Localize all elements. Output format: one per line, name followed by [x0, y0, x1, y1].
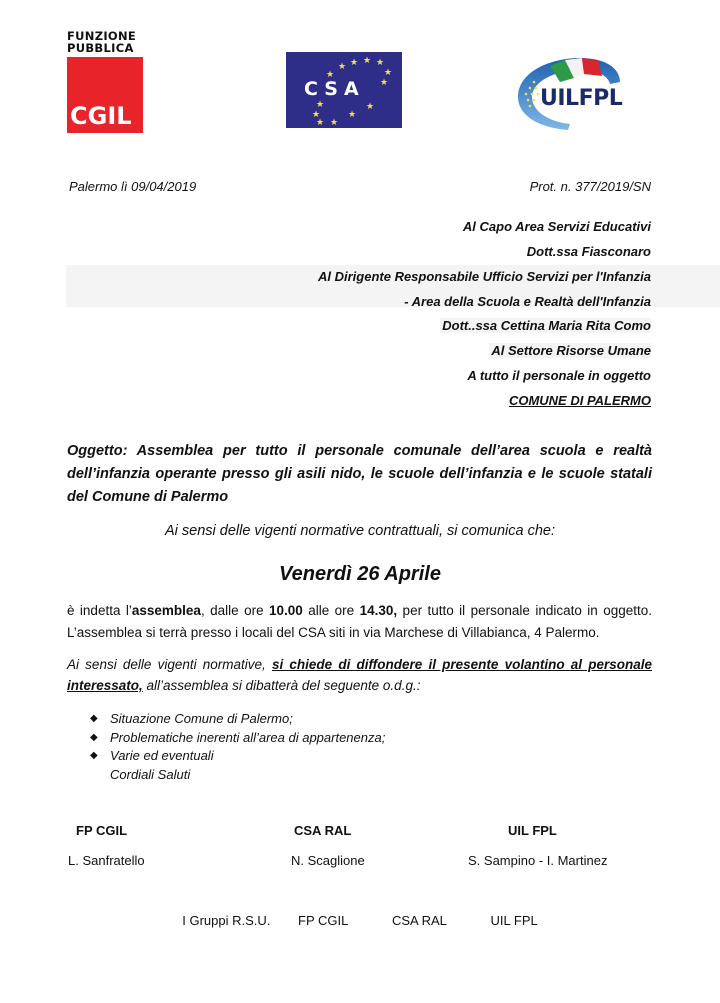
- star-icon: ★: [312, 109, 321, 119]
- closing-text: Cordiali Saluti: [110, 766, 191, 782]
- text-run: è indetta l’: [67, 603, 132, 618]
- footer-item: I Gruppi R.S.U.: [182, 913, 271, 928]
- agenda-item: [90, 747, 385, 766]
- star-icon: ★: [380, 77, 389, 87]
- recipient-line: Al Settore Risorse Umane: [491, 343, 651, 358]
- footer-item: CSA RAL: [391, 913, 447, 928]
- signature-org: FP CGIL: [76, 823, 128, 838]
- signature-names: S. Sampino - I. Martinez: [468, 853, 608, 868]
- text-run-bold: assemblea: [131, 603, 201, 618]
- start-time: 10.00: [269, 603, 303, 618]
- text-run: alle ore: [302, 603, 360, 618]
- cgil-logo-mark: CGIL: [70, 102, 132, 130]
- body-paragraph-1: [67, 600, 652, 644]
- star-icon: ★: [384, 67, 393, 77]
- star-icon: ★: [366, 101, 375, 111]
- protocol-number: Prot. n. 377/2019/SN: [529, 179, 651, 194]
- agenda-item-text: Problematiche inerenti all’area di appartenenza;: [110, 729, 386, 745]
- recipient-line: Dott..ssa Cettina Maria Rita Como: [442, 318, 651, 333]
- csa-logo-mark: CSA: [304, 78, 365, 100]
- star-icon: ★: [330, 117, 339, 127]
- recipient-line: Al Capo Area Servizi Educativi: [462, 219, 651, 234]
- signature-org: CSA RAL: [294, 823, 352, 838]
- signature-names: L. Sanfratello: [68, 853, 145, 868]
- subject-line: Oggetto: Assemblea per tutto il personale comunale dell’area scuola e realtà dell’infanzia operante presso gli asili nido, le scuole dell’infanzia e le scuole statali del Comune di Palermo: [67, 443, 652, 505]
- text-run-underlined: si chiede di diffondere il presente volantino al personale interessato,: [67, 657, 652, 693]
- star-icon: ★: [350, 57, 359, 67]
- cgil-logo-line1: FUNZIONE: [67, 29, 137, 43]
- end-time: 14.30,: [359, 603, 398, 618]
- notice-line: Ai sensi delle vigenti normative contrattuali, si comunica che:: [164, 523, 556, 539]
- cgil-logo-red-block: [67, 57, 143, 133]
- footer-rsu: [0, 913, 720, 928]
- text-run: all’assemblea si dibatterà del seguente o.d.g.:: [142, 678, 421, 693]
- star-icon: ★: [338, 61, 347, 71]
- letter-date: Palermo lì 09/04/2019: [69, 179, 197, 194]
- agenda-list: [90, 710, 385, 784]
- signature-names: N. Scaglione: [291, 853, 365, 868]
- star-icon: ★: [363, 55, 372, 65]
- text-run: Ai sensi delle vigenti normative,: [67, 657, 272, 672]
- star-icon: ★: [316, 117, 325, 127]
- star-icon: ★: [326, 69, 335, 79]
- footer-item: FP CGIL: [298, 913, 349, 928]
- recipient-line: Dott.ssa Fiasconaro: [526, 244, 651, 259]
- star-icon: ★: [348, 109, 357, 119]
- recipient-line-comune: COMUNE DI PALERMO: [508, 393, 651, 408]
- closing: [90, 766, 385, 785]
- diamond-bullet-icon: ◆: [90, 713, 98, 724]
- text-run: per tutto il personale indicato in oggetto. L’assemblea si terrà presso i locali del CSA siti in via Marchese di Villabianca, 4 Palermo.: [67, 603, 652, 640]
- recipient-line: - Area della Scuola e Realtà dell'Infanzia: [404, 294, 651, 309]
- cgil-logo-line2: PUBBLICA: [67, 41, 134, 55]
- agenda-item: [90, 729, 385, 748]
- diamond-bullet-icon: ◆: [90, 750, 98, 761]
- uilfpl-logo-mark: UILFPL: [540, 86, 623, 111]
- signature-org: UIL FPL: [508, 823, 557, 838]
- agenda-item-text: Varie ed eventuali: [110, 748, 214, 763]
- star-icon: ★: [376, 57, 385, 67]
- uilfpl-logo: [510, 52, 640, 132]
- csa-logo: [286, 52, 402, 128]
- diamond-bullet-icon: ◆: [90, 731, 98, 743]
- text-run: , dalle ore: [200, 603, 269, 618]
- body-paragraph-2: [67, 654, 652, 696]
- agenda-item-text: Situazione Comune di Palermo;: [110, 711, 293, 726]
- event-date: Venerdì 26 Aprile: [279, 563, 441, 585]
- agenda-item: [90, 710, 385, 729]
- star-icon: ★: [316, 99, 325, 109]
- recipient-line: A tutto il personale in oggetto: [467, 368, 651, 383]
- footer-item: UIL FPL: [490, 913, 538, 928]
- recipient-line: Al Dirigente Responsabile Ufficio Servizi per l'Infanzia: [318, 269, 651, 284]
- cgil-logo: [67, 30, 145, 133]
